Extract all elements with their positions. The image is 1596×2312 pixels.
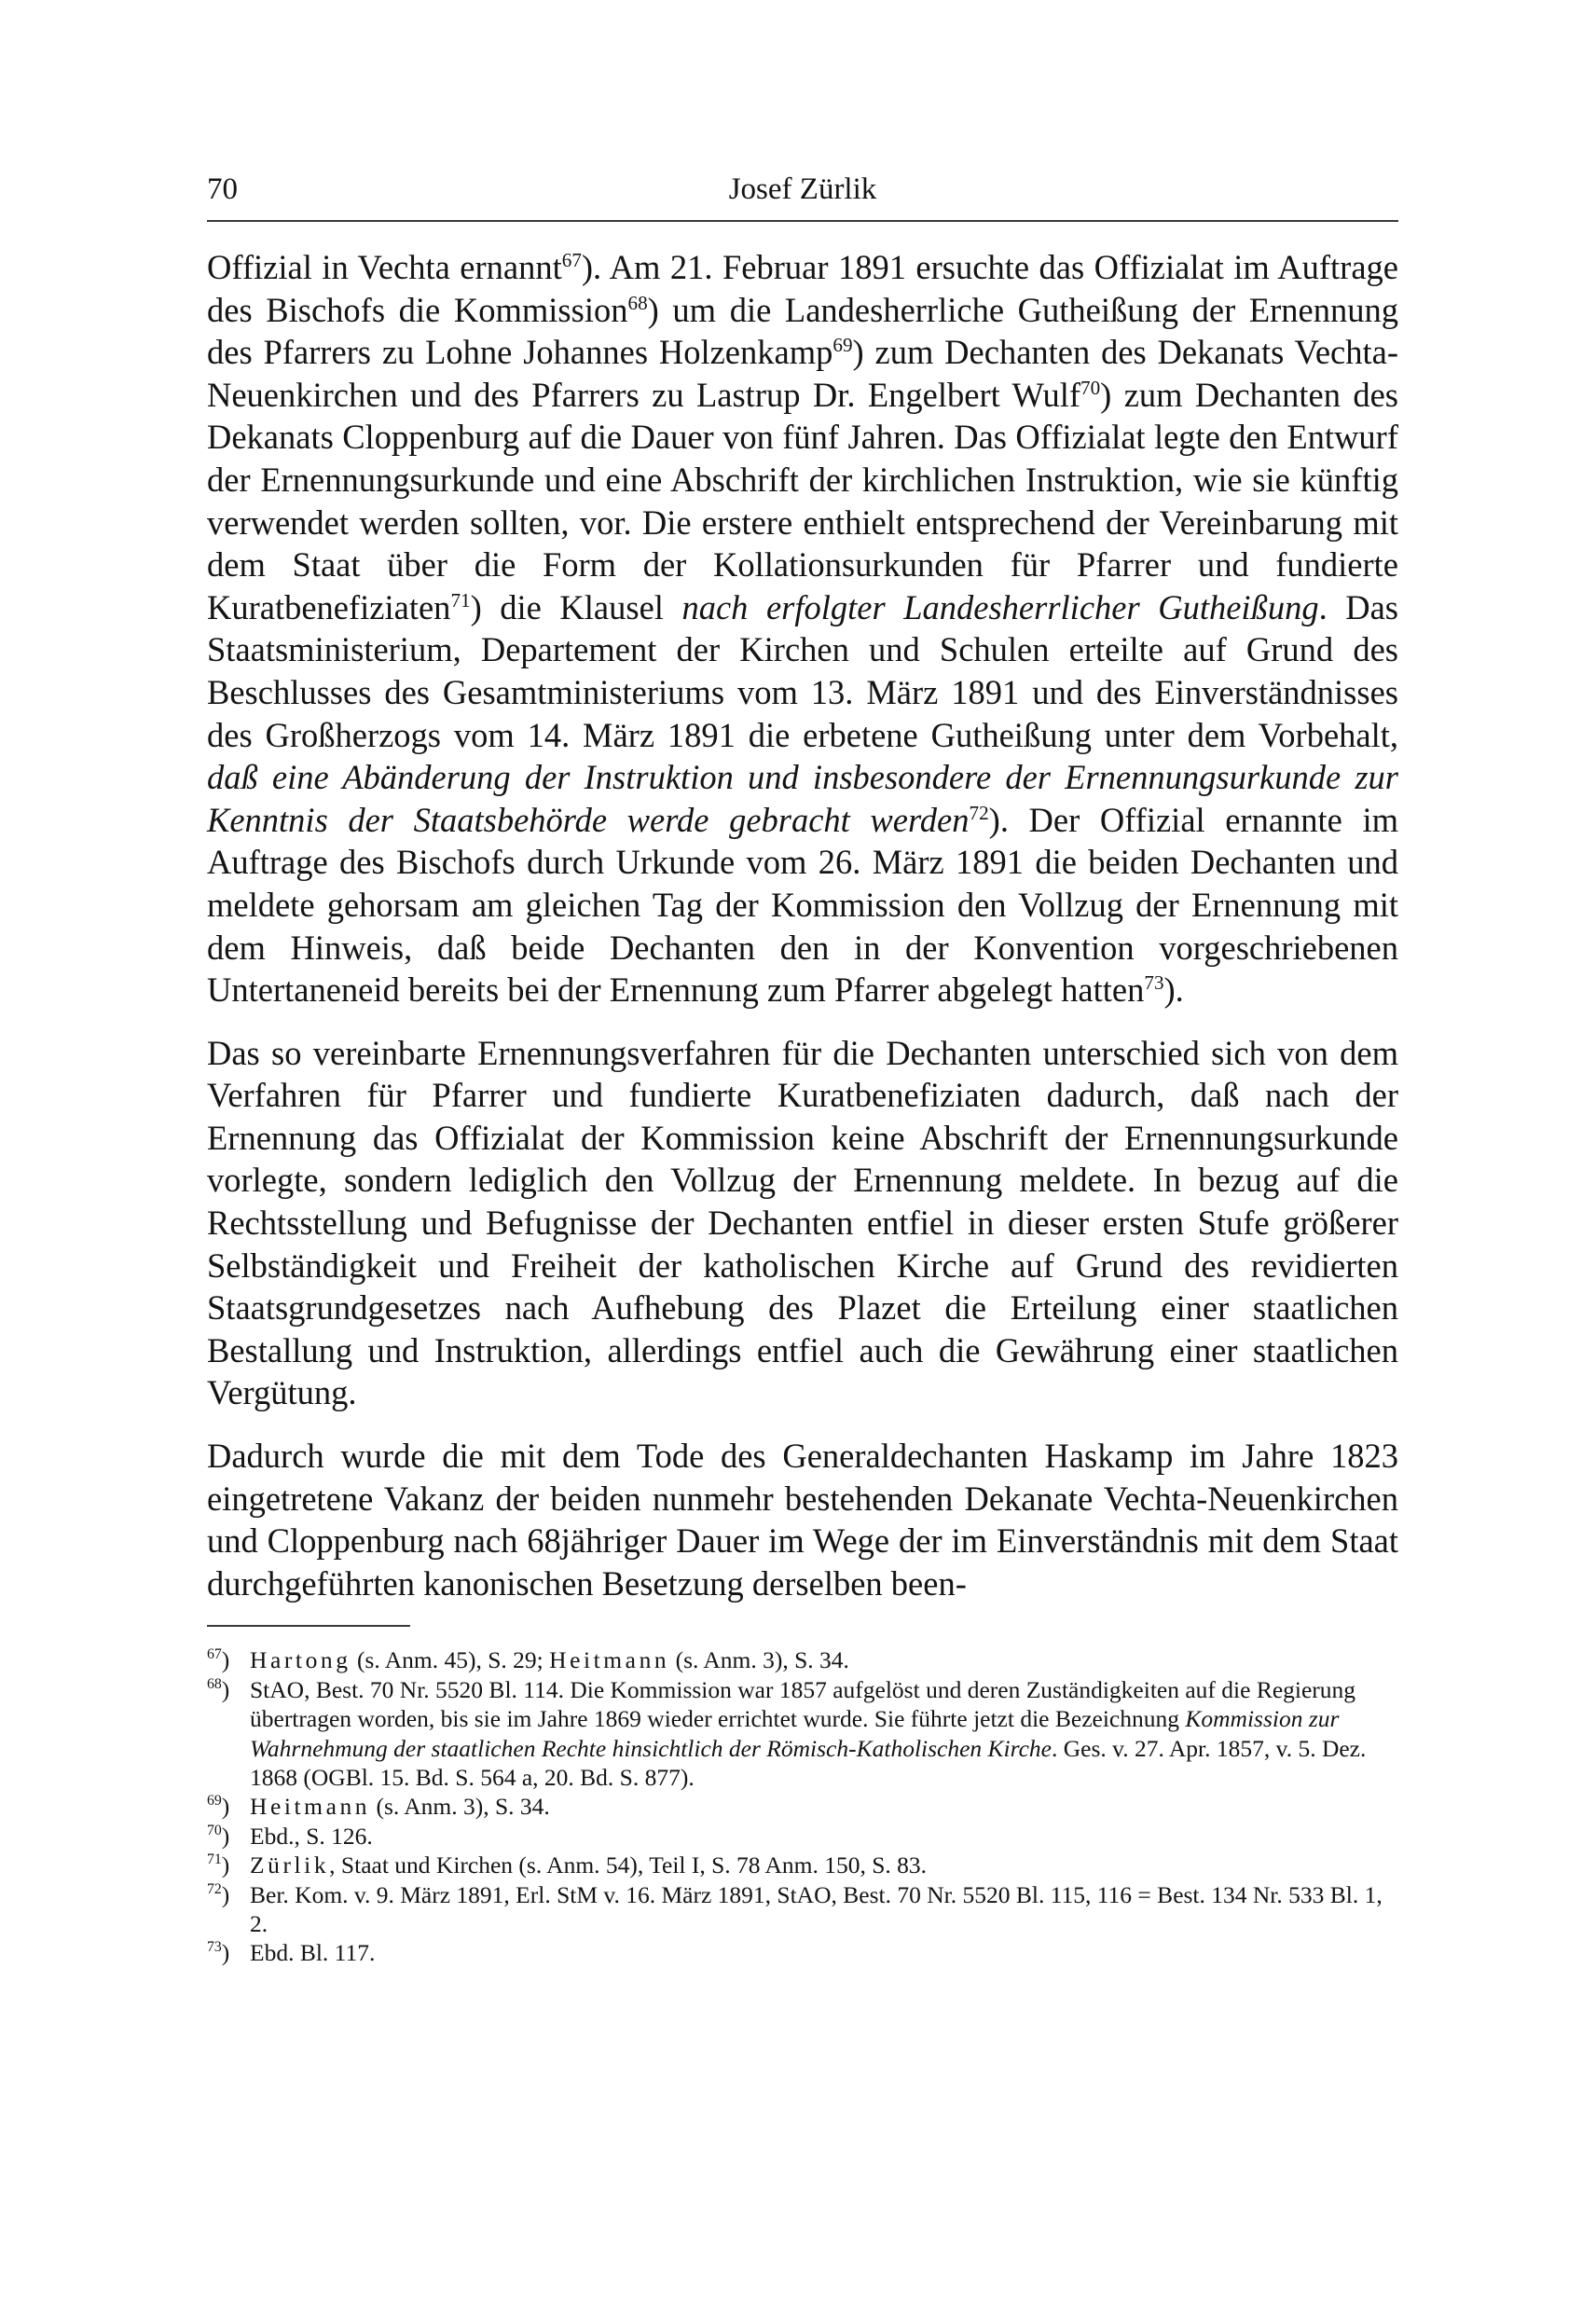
text-run: Ebd., S. 126. bbox=[250, 1822, 373, 1850]
text-run: (s. Anm. 3), S. 34. bbox=[669, 1646, 849, 1674]
text-run: Das so vereinbarte Ernennungsverfahren für die Dechanten unterschied sich von dem Verfahren für Pfarrer und fundierte Kuratbenefiziaten dadurch, daß nach der Ernennung das Offizialat der Kommission keine Abschrift der Ernennungsurkunde vorlegte, sondern lediglich den Vollzug der Ernennung meldete. In bezug auf die Rechtsstellung und Befugnisse der Dechanten entfiel in dieser ersten Stufe größerer Selbständigkeit und Freiheit der katholischen Kirche auf Grund des revidierten Staatsgrundgesetzes nach Aufhebung des Plazet die Erteilung einer staatlichen Bestallung und Instruktion, allerdings entfiel auch die Gewährung einer staatlichen Vergütung. bbox=[207, 1033, 1398, 1412]
author-name: Hartong bbox=[250, 1646, 351, 1674]
footnote-mark: $^{69}$) bbox=[207, 1793, 230, 1821]
footnote-reference: 68 bbox=[627, 291, 648, 314]
body-paragraph bbox=[207, 1435, 1398, 1604]
running-title: Josef Zürlik bbox=[728, 172, 877, 206]
footnote-mark: $^{71}$) bbox=[207, 1851, 230, 1879]
text-run: ). Am 21. Februar 1891 ersuchte das Offizialat im Auftrage des Bischofs die Kommission bbox=[207, 248, 1398, 329]
footnote-mark: $^{67}$) bbox=[207, 1646, 230, 1674]
text-run: StAO, Best. 70 Nr. 5520 Bl. 114. Die Kommission war 1857 aufgelöst und deren Zuständigkeiten auf die Regierung übertragen worden, bis sie im Jahre 1869 wieder errichtet wurde. Sie führte jetzt die Bezeichnung bbox=[250, 1675, 1356, 1733]
footnote-text bbox=[250, 1823, 373, 1850]
footnote-mark: $^{70}$) bbox=[207, 1822, 230, 1850]
author-name: Heitmann bbox=[250, 1793, 371, 1821]
footnote-mark: $^{73}$) bbox=[207, 1939, 230, 1967]
text-run: Dadurch wurde die mit dem Tode des Generaldechanten Haskamp im Jahre 1823 eingetretene Vakanz der beiden nunmehr bestehenden Dekanate Vechta-Neuenkirchen und Cloppenburg nach 68jähriger Dauer im Wege der im Einverständnis mit dem Staat durchgeführten kanonischen Besetzung derselben been- bbox=[207, 1437, 1398, 1603]
footnote-number: 70 bbox=[207, 1823, 222, 1839]
text-run: ) zum Dechanten des Dekanats Cloppenburg auf die Dauer von fünf Jahren. Das Offizialat legte den Entwurf der Ernennungsurkunde und eine Abschrift der kirchlichen Instruktion, wie sie künftig verwendet werden sollten, vor. Die erstere enthielt entsprechend der Vereinbarung mit dem Staat über die Form der Kollationsurkunden für Pfarrer und fundierte Kuratbenefiziaten bbox=[207, 375, 1398, 626]
footnote-number: 71 bbox=[207, 1851, 222, 1868]
italic-text: nach erfolgter Landesherrlicher Gutheißung bbox=[681, 587, 1319, 626]
footnote-text bbox=[250, 1646, 849, 1673]
footnote-text bbox=[250, 1851, 927, 1878]
footnote-text bbox=[250, 1881, 1383, 1937]
body-paragraph bbox=[207, 246, 1398, 1012]
body-text bbox=[207, 246, 1398, 1604]
footnote-text bbox=[250, 1939, 375, 1966]
footnote bbox=[207, 1675, 1398, 1793]
footnotes bbox=[207, 1645, 1398, 1967]
footnote bbox=[207, 1938, 1398, 1967]
footnote-text bbox=[250, 1793, 550, 1820]
author-name: Heitmann bbox=[549, 1646, 670, 1674]
footnote-number: 67 bbox=[207, 1646, 222, 1663]
text-run: . Das Staatsministerium, Departement der Kirchen und Schulen erteilte auf Grund des Beschlusses des Gesamtministeriums vom 13. März 1891 und des Einverständnisses des Großherzogs vom 14. März 1891 die erbetene Gutheißung unter dem Vorbehalt, bbox=[207, 587, 1399, 754]
text-run: , Staat und Kirchen (s. Anm. 54), Teil I, S. 78 Anm. 150, S. 83. bbox=[329, 1851, 928, 1879]
text-run: ) um die Landesherrliche Gutheißung der Ernennung des Pfarrers zu Lohne Johannes Holzenkamp bbox=[207, 290, 1399, 372]
book-page bbox=[207, 166, 1398, 1968]
text-run: Ebd. Bl. 117. bbox=[250, 1939, 376, 1967]
footnote bbox=[207, 1822, 1398, 1851]
footnote bbox=[207, 1880, 1398, 1939]
footnote-reference: 67 bbox=[561, 248, 582, 271]
body-paragraph bbox=[207, 1032, 1398, 1414]
footnote-number: 72 bbox=[207, 1880, 222, 1897]
text-run: (s. Anm. 3), S. 34. bbox=[370, 1793, 550, 1821]
running-head bbox=[207, 166, 1398, 213]
footnote bbox=[207, 1645, 1398, 1674]
header-rule bbox=[207, 220, 1398, 222]
italic-text: Kommission zur Wahrnehmung der staatlichen Rechte hinsichtlich der Römisch-Katholischen Kirche bbox=[250, 1705, 1340, 1762]
text-run: ) die Klausel bbox=[470, 587, 682, 626]
text-run: (s. Anm. 45), S. 29; bbox=[351, 1646, 550, 1674]
text-run: Offizial in Vechta ernannt bbox=[207, 248, 562, 286]
footnote bbox=[207, 1792, 1398, 1821]
footnote bbox=[207, 1851, 1398, 1879]
text-run: ). Der Offizial ernannte im Auftrage des Bischofs durch Urkunde vom 26. März 1891 die beiden Dechanten und meldete gehorsam am gleichen Tag der Kommission den Vollzug der Ernennung mit dem Hinweis, daß beide Dechanten den in der Konvention vorgeschriebenen Untertaneneid bereits bei der Ernennung zum Pfarrer abgelegt hatten bbox=[207, 800, 1398, 1010]
text-run: . Ges. v. 27. Apr. 1857, v. 5. Dez. 1868 (OGBl. 15. Bd. S. 564 a, 20. Bd. S. 877). bbox=[250, 1734, 1367, 1792]
text-run: ). bbox=[1163, 970, 1184, 1010]
footnote-reference: 72 bbox=[969, 801, 989, 824]
author-name: Zürlik bbox=[250, 1851, 330, 1879]
footnote-text bbox=[250, 1676, 1366, 1791]
footnote-mark: $^{72}$) bbox=[207, 1880, 230, 1908]
footnote-mark: $^{68}$) bbox=[207, 1675, 230, 1703]
footnote-number: 68 bbox=[207, 1676, 222, 1693]
footnote-rule bbox=[207, 1625, 410, 1627]
page-number: 70 bbox=[207, 172, 238, 206]
footnote-reference: 70 bbox=[1080, 376, 1101, 399]
italic-text: daß eine Abänderung der Instruktion und insbesondere der Ernennungsurkunde zur Kenntnis der Staatsbehörde werde gebracht werden bbox=[207, 758, 1398, 839]
footnote-reference: 73 bbox=[1144, 970, 1164, 994]
text-run: Ber. Kom. v. 9. März 1891, Erl. StM v. 16. März 1891, StAO, Best. 70 Nr. 5520 Bl. 115, 116 = Best. 134 Nr. 533 Bl. 1, 2. bbox=[250, 1880, 1383, 1938]
footnote-reference: 69 bbox=[832, 334, 853, 357]
footnote-number: 73 bbox=[207, 1939, 222, 1956]
footnote-reference: 71 bbox=[450, 588, 471, 612]
footnote-number: 69 bbox=[207, 1793, 222, 1810]
text-run: ) zum Dechanten des Dekanats Vechta-Neuenkirchen und des Pfarrers zu Lastrup Dr. Engelbert Wulf bbox=[207, 333, 1398, 414]
